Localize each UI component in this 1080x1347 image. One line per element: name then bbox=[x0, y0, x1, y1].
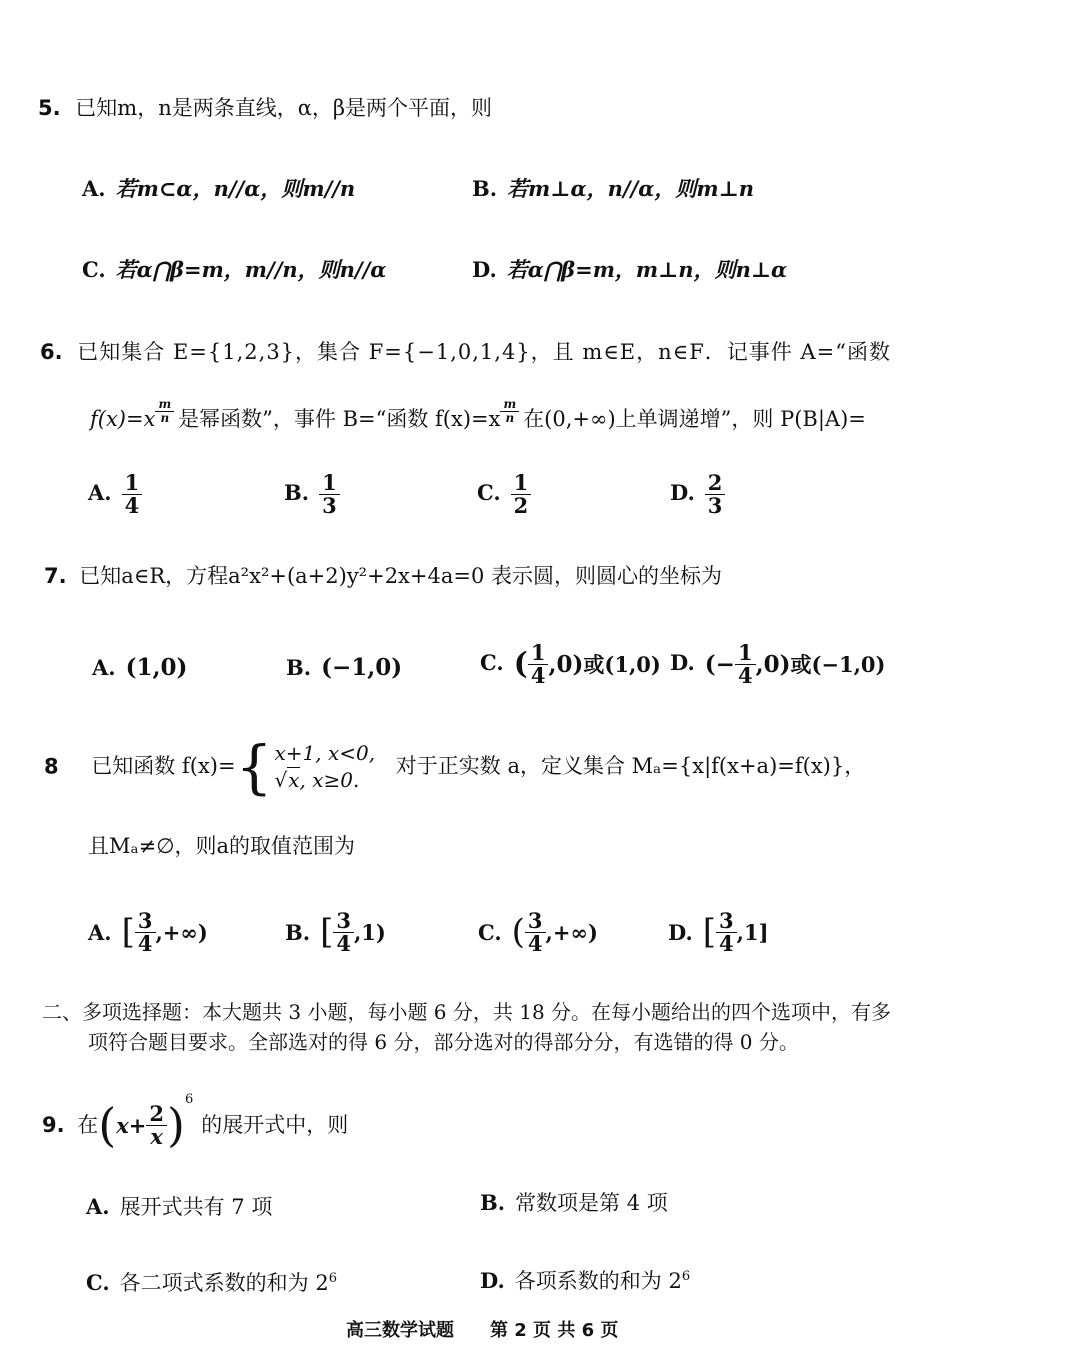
exp-den: n bbox=[160, 410, 170, 425]
option-b-fraction bbox=[333, 910, 354, 955]
exponent-m-over-n-2 bbox=[500, 398, 519, 424]
question-8-text-b: 对于正实数 a，定义集合 Mₐ={x|f(x+a)=f(x)}， bbox=[395, 754, 866, 779]
frac-den: 4 bbox=[336, 931, 351, 957]
question-7-option-c bbox=[480, 642, 661, 687]
option-b-text: 若m⊥α，n//α，则m⊥n bbox=[507, 176, 755, 201]
option-a-text: 若m⊂α，n//α，则m//n bbox=[115, 176, 356, 201]
frac-den: 4 bbox=[737, 663, 753, 689]
option-b-fraction bbox=[319, 472, 340, 517]
frac-den: x bbox=[150, 1124, 163, 1149]
question-5-option-a bbox=[82, 176, 355, 202]
exp-num: m bbox=[500, 398, 519, 412]
paren-open: ( bbox=[513, 646, 528, 682]
frac-den: 4 bbox=[137, 931, 153, 957]
option-a-label: A. bbox=[88, 480, 112, 506]
option-d-fraction bbox=[716, 910, 737, 955]
option-a-fraction bbox=[135, 910, 156, 955]
binomial-fraction bbox=[146, 1100, 167, 1149]
option-d-alt: 或(−1,0) bbox=[790, 651, 886, 677]
option-c-text: 各二项式系数的和为 2 bbox=[119, 1271, 329, 1295]
frac-num: 2 bbox=[146, 1103, 167, 1126]
option-b-label: B. bbox=[284, 480, 310, 506]
piecewise-cases bbox=[275, 740, 376, 794]
option-c-alt: 或(1,0) bbox=[583, 651, 661, 677]
question-6-text-line2-end: 在(0,+∞)上单调递增”，则 P(B|A)= bbox=[523, 407, 866, 431]
option-b-text: 常数项是第 4 项 bbox=[515, 1191, 668, 1215]
option-c-label: C. bbox=[477, 480, 501, 506]
option-a-fraction bbox=[122, 472, 143, 517]
bracket-open: [ bbox=[702, 912, 717, 953]
question-7-option-a bbox=[92, 654, 187, 682]
option-a-text: (1,0) bbox=[125, 654, 188, 681]
option-c-label: C. bbox=[86, 1270, 110, 1295]
option-a-label: A. bbox=[82, 176, 106, 201]
question-7-number: 7. bbox=[44, 564, 67, 588]
sqrt-arg: x bbox=[288, 768, 300, 792]
section-2-heading-line1: 二、多项选择题：本大题共 3 小题，每小题 6 分，共 18 分。在每小题给出的四个选项中，有多 bbox=[42, 1000, 892, 1024]
frac-den: 4 bbox=[719, 931, 734, 957]
option-d-label: D. bbox=[670, 650, 695, 676]
binomial-x: x+ bbox=[116, 1112, 147, 1138]
frac-num: 3 bbox=[525, 910, 546, 933]
option-c-fraction bbox=[511, 472, 532, 517]
question-6-option-d bbox=[670, 472, 725, 517]
exp-den: n bbox=[505, 410, 515, 425]
option-a-label: A. bbox=[88, 919, 112, 945]
option-d-label: D. bbox=[668, 919, 693, 945]
question-7-option-b bbox=[286, 654, 402, 682]
question-7-text: 已知a∈R，方程a²x²+(a+2)y²+2x+4a=0 表示圆，则圆心的坐标为 bbox=[79, 564, 723, 588]
option-b-label: B. bbox=[286, 655, 312, 680]
question-6-number: 6. bbox=[40, 340, 63, 364]
frac-num: 1 bbox=[511, 472, 532, 495]
paren-close: ,0) bbox=[755, 650, 791, 678]
option-c-label: C. bbox=[480, 650, 504, 676]
case-1: x+1, x<0, bbox=[274, 741, 376, 765]
question-6-option-b bbox=[284, 472, 340, 517]
frac-den: 3 bbox=[707, 493, 723, 519]
option-c-text: 若α⋂β=m，m//n，则n//α bbox=[115, 257, 387, 282]
option-d-label: D. bbox=[480, 1268, 505, 1293]
option-d-label: D. bbox=[472, 257, 497, 282]
option-a-label: A. bbox=[92, 655, 116, 680]
function-expr-1: f(x)=x bbox=[90, 407, 156, 431]
option-b-label: B. bbox=[285, 919, 311, 945]
question-8-option-a bbox=[88, 910, 208, 955]
question-6-text-line2-mid: 是幂函数”，事件 B=“函数 f(x)=x bbox=[178, 407, 501, 431]
paren-open: ( bbox=[98, 1097, 117, 1152]
binomial-exponent: 6 bbox=[184, 1092, 194, 1107]
case-2: √x, x≥0. bbox=[274, 768, 360, 792]
question-8-option-d bbox=[668, 910, 769, 955]
question-5-option-b bbox=[472, 176, 754, 202]
frac-num: 3 bbox=[135, 910, 156, 933]
question-9-pre: 在 bbox=[77, 1112, 99, 1137]
question-8-option-c bbox=[478, 910, 598, 955]
frac-den: 2 bbox=[513, 493, 529, 519]
option-b-text: (−1,0) bbox=[321, 654, 403, 681]
option-d-fraction bbox=[705, 472, 726, 517]
bracket-open: [ bbox=[121, 912, 135, 953]
question-6-stem-line2 bbox=[90, 398, 866, 432]
option-d-exponent: 6 bbox=[681, 1269, 691, 1284]
interval-end: ,1) bbox=[353, 919, 386, 945]
question-8-text-a: 已知函数 f(x)= bbox=[91, 754, 236, 779]
paren-open: (− bbox=[704, 650, 735, 678]
section-2-heading-line2: 项符合题目要求。全部选对的得 6 分，部分选对的得部分分，有选错的得 0 分。 bbox=[88, 1030, 799, 1054]
interval-end: ,+∞) bbox=[545, 919, 598, 945]
question-8-stem bbox=[44, 733, 866, 801]
option-d-fraction bbox=[735, 642, 756, 687]
question-6-option-c bbox=[477, 472, 531, 517]
option-d-label: D. bbox=[670, 480, 695, 506]
frac-num: 3 bbox=[716, 910, 737, 933]
option-b-label: B. bbox=[472, 176, 498, 201]
piecewise-function bbox=[235, 733, 376, 801]
question-9-option-a bbox=[86, 1194, 272, 1220]
question-9-number: 9. bbox=[42, 1112, 65, 1137]
frac-num: 1 bbox=[319, 472, 340, 495]
option-c-fraction bbox=[528, 642, 549, 687]
paren-close: ,0) bbox=[548, 650, 584, 678]
brace-icon: { bbox=[235, 733, 273, 801]
bracket-open: [ bbox=[320, 912, 334, 953]
frac-num: 1 bbox=[122, 472, 143, 495]
page-footer: 高三数学试题 第 2 页 共 6 页 bbox=[346, 1320, 619, 1341]
interval-end: ,1] bbox=[736, 919, 769, 945]
option-c-label: C. bbox=[478, 919, 502, 945]
question-9-option-d bbox=[480, 1268, 690, 1294]
question-5-option-c bbox=[82, 257, 386, 283]
question-6-option-a bbox=[88, 472, 142, 517]
question-6-stem-line1 bbox=[40, 340, 891, 365]
question-8-number: 8 bbox=[44, 754, 59, 779]
frac-den: 4 bbox=[527, 931, 543, 957]
question-7-option-d bbox=[670, 642, 885, 687]
frac-num: 1 bbox=[735, 642, 756, 665]
option-d-text: 若α⋂β=m，m⊥n，则n⊥α bbox=[506, 257, 788, 282]
case-2-rest: , x≥0. bbox=[299, 768, 360, 792]
frac-den: 4 bbox=[124, 493, 140, 519]
option-a-text: 展开式共有 7 项 bbox=[119, 1195, 273, 1219]
option-d-text: 各项系数的和为 2 bbox=[514, 1269, 682, 1293]
paren-close: ) bbox=[166, 1097, 185, 1152]
frac-den: 3 bbox=[322, 493, 337, 519]
question-8-text-line2: 且Mₐ≠∅，则a的取值范围为 bbox=[88, 834, 356, 858]
question-6-text-line1: 已知集合 E={1,2,3}，集合 F={−1,0,1,4}，且 m∈E，n∈F．记事件 A=“函数 bbox=[77, 340, 891, 364]
option-c-fraction bbox=[525, 910, 546, 955]
frac-den: 4 bbox=[530, 663, 546, 689]
frac-num: 2 bbox=[705, 472, 726, 495]
question-5-option-d bbox=[472, 257, 787, 283]
question-5-number: 5. bbox=[38, 96, 61, 120]
exponent-m-over-n-1 bbox=[155, 398, 174, 424]
option-a-label: A. bbox=[86, 1194, 110, 1219]
question-9-stem bbox=[42, 1092, 348, 1153]
question-7-stem bbox=[44, 564, 722, 589]
question-9-option-b bbox=[480, 1190, 668, 1216]
frac-num: 1 bbox=[528, 642, 549, 665]
question-9-option-c bbox=[86, 1270, 337, 1296]
exp-num: m bbox=[155, 398, 174, 412]
question-8-line2 bbox=[88, 834, 355, 859]
interval-end: ,+∞) bbox=[155, 919, 208, 945]
question-9-post: 的展开式中，则 bbox=[201, 1112, 349, 1137]
bracket-open: ( bbox=[511, 912, 525, 953]
question-8-option-b bbox=[285, 910, 386, 955]
question-5-text: 已知m，n是两条直线，α，β是两个平面，则 bbox=[75, 96, 493, 120]
option-c-exponent: 6 bbox=[328, 1271, 337, 1286]
frac-num: 3 bbox=[333, 910, 354, 933]
question-5-stem bbox=[38, 96, 492, 121]
option-b-label: B. bbox=[480, 1190, 506, 1215]
option-c-label: C. bbox=[82, 257, 106, 282]
